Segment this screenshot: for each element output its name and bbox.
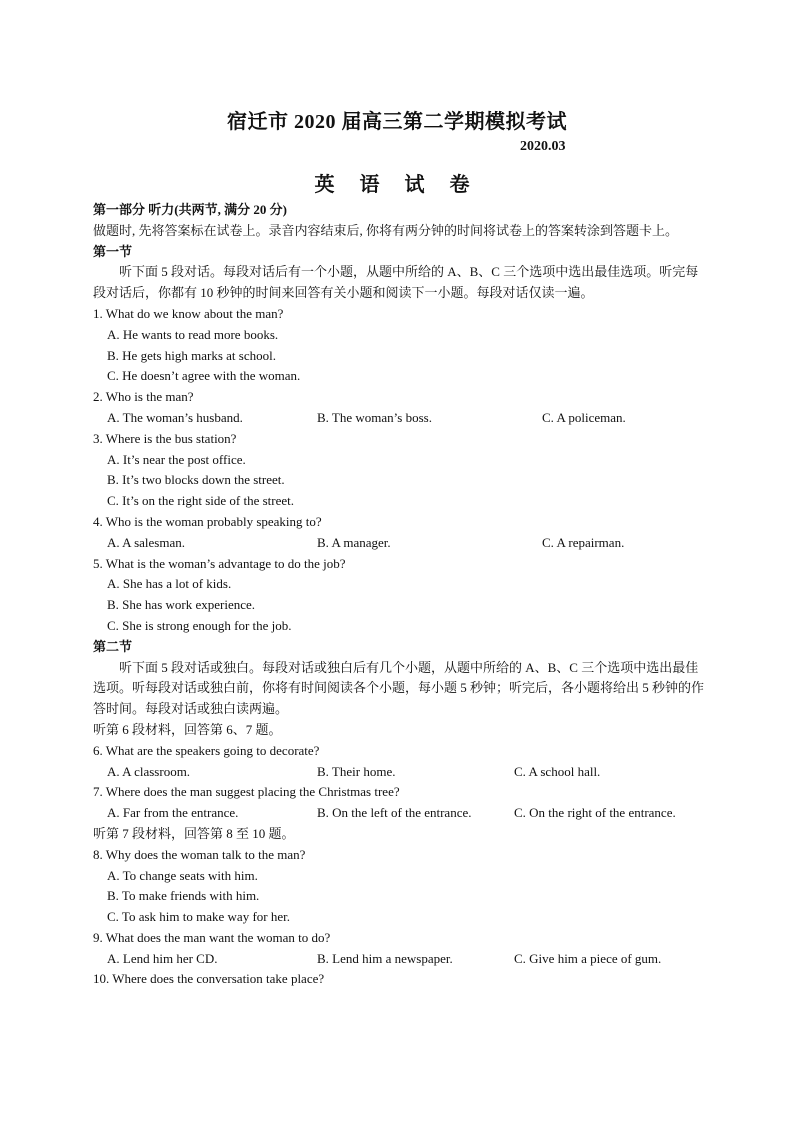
question-8: 8. Why does the woman talk to the man? [93,846,306,862]
section1-directions: 听下面 5 段对话。每段对话后有一个小题，从题中所给的 A、B、C 三个选项中选出最佳选项。听完每段对话后，你都有 10 秒钟的时间来回答有关小题和阅读下一小题。每段对话仅读一遍。 [93,264,699,301]
q4-options [93,533,705,554]
q2-options [93,408,705,429]
q3-option-c: C. It’s on the right side of the street. [107,493,295,509]
q3-option-b: B. It’s two blocks down the street. [107,472,285,488]
q5-option-c: C. She is strong enough for the job. [107,617,292,633]
material-7-note: 听第 7 段材料，回答第 8 至 10 题。 [93,825,295,841]
question-9: 9. What does the man want the woman to do? [93,929,331,945]
part1-heading: 第一部分 听力(共两节, 满分 20 分) [93,202,287,217]
q4-option-c: C. A repairman. [542,534,625,550]
exam-content [93,200,705,990]
q8-option-b: B. To make friends with him. [107,888,260,904]
question-1: 1. What do we know about the man? [93,305,284,321]
q5-option-b: B. She has work experience. [107,597,256,613]
q8-option-a: A. To change seats with him. [107,867,258,883]
question-6: 6. What are the speakers going to decorate? [93,742,320,758]
q2-option-b: B. The woman’s boss. [317,409,432,425]
question-5: 5. What is the woman’s advantage to do the job? [93,555,346,571]
part1-instructions: 做题时, 先将答案标在试卷上。录音内容结束后, 你将有两分钟的时间将试卷上的答案转涂到答题卡上。 [93,222,679,238]
q1-option-a: A. He wants to read more books. [107,326,279,342]
q8-option-c: C. To ask him to make way for her. [107,909,290,925]
material-6-note: 听第 6 段材料，回答第 6、7 题。 [93,721,282,737]
q6-option-c: C. A school hall. [514,763,601,779]
q9-option-a: A. Lend him her CD. [107,950,218,966]
q6-option-b: B. Their home. [317,763,396,779]
q4-option-b: B. A manager. [317,534,391,550]
section2-heading: 第二节 [93,638,133,654]
q5-option-a: A. She has a lot of kids. [107,576,232,592]
q7-option-c: C. On the right of the entrance. [514,805,676,821]
q7-option-b: B. On the left of the entrance. [317,805,472,821]
question-10: 10. Where does the conversation take place? [93,971,325,987]
q9-option-b: B. Lend him a newspaper. [317,950,453,966]
q3-option-a: A. It’s near the post office. [107,451,246,467]
q1-option-c: C. He doesn’t agree with the woman. [107,368,301,384]
section1-heading: 第一节 [93,243,133,259]
q9-options [93,949,705,970]
q2-option-c: C. A policeman. [542,409,626,425]
question-3: 3. Where is the bus station? [93,430,237,446]
question-4: 4. Who is the woman probably speaking to? [93,513,322,529]
q7-option-a: A. Far from the entrance. [107,805,239,821]
exam-date: 2020.03 [520,139,566,154]
q2-option-a: A. The woman’s husband. [107,409,243,425]
q6-options [93,762,705,783]
question-2: 2. Who is the man? [93,389,194,405]
q1-option-b: B. He gets high marks at school. [107,347,276,363]
section2-directions: 听下面 5 段对话或独白。每段对话或独白后有几个小题，从题中所给的 A、B、C 三个选项中选出最佳选项。听每段对话或独白前，你将有时间阅读各个小题，每小题 5 秒钟；听完后，各小题将给出 5 秒钟的作答时间。每段对话或独白读两遍。 [93,659,705,717]
q9-option-c: C. Give him a piece of gum. [514,950,662,966]
question-7: 7. Where does the man suggest placing the Christmas tree? [93,784,400,800]
q7-options [93,803,705,824]
q6-option-a: A. A classroom. [107,763,191,779]
q4-option-a: A. A salesman. [107,534,185,550]
exam-title: 宿迁市 2020 届高三第二学期模拟考试 [227,111,567,133]
subject-title: 英 语 试 卷 [314,174,480,196]
